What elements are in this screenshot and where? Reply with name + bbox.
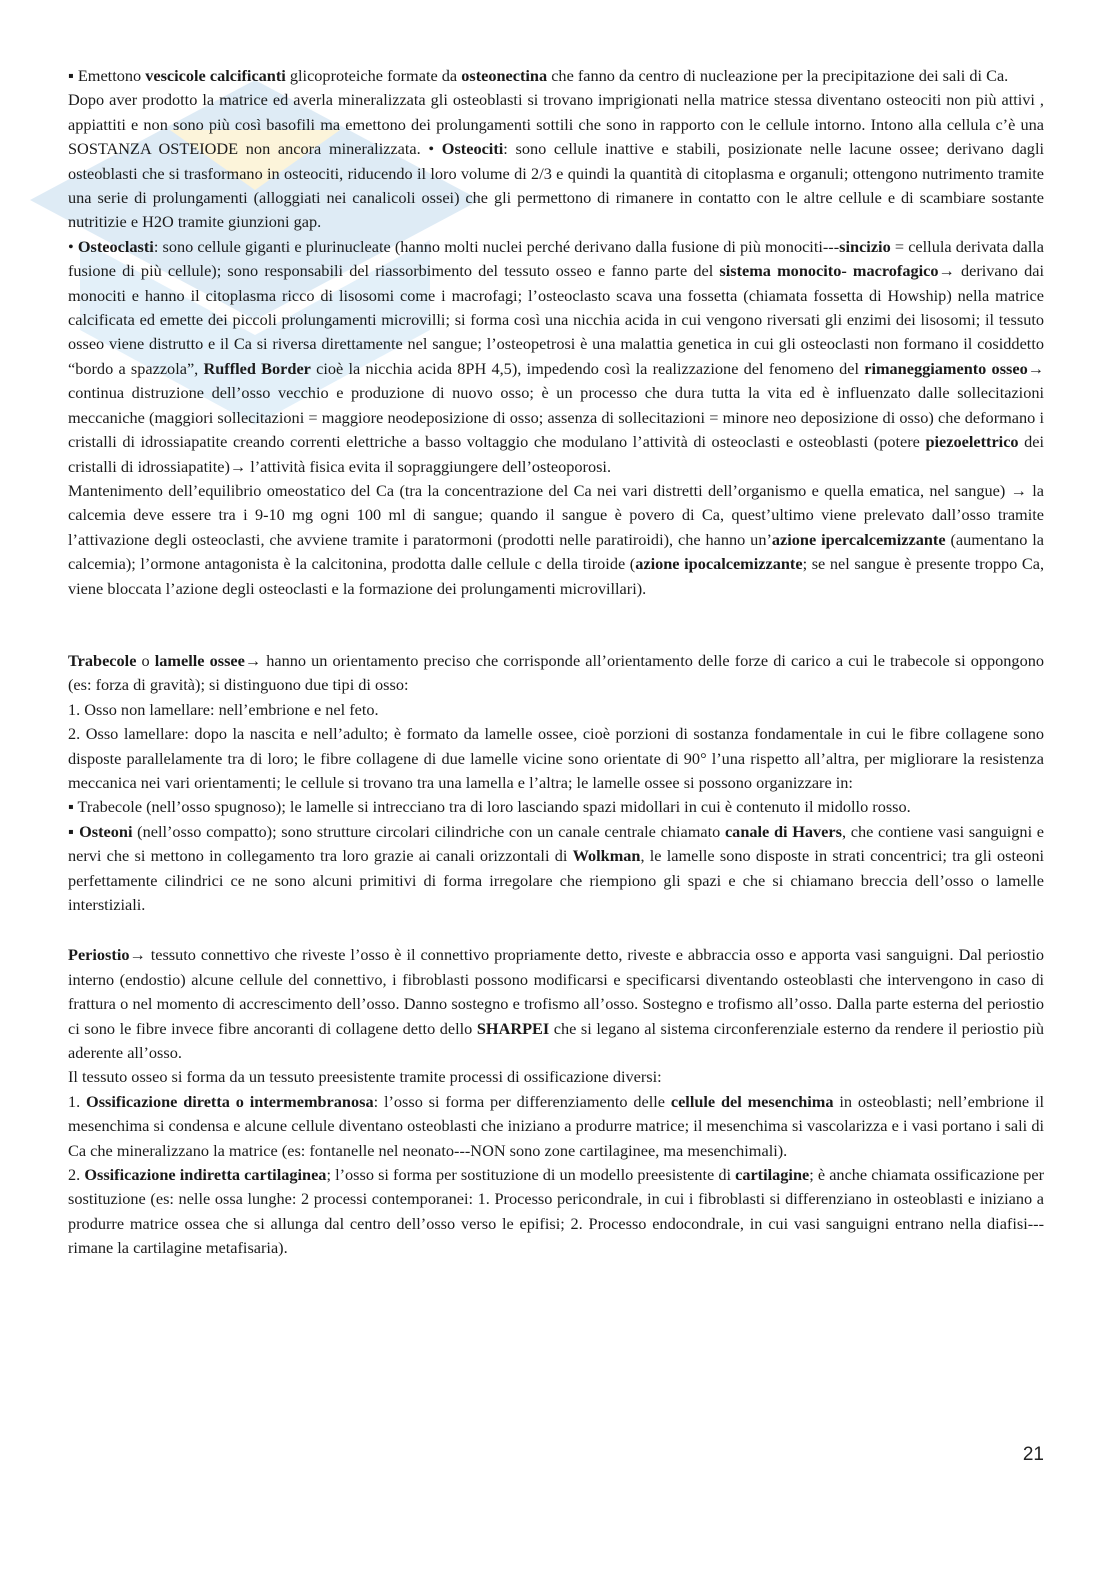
text-run: : sono cellule inattive e stabili, posizionate nelle lacune ossee; derivano dagli osteoblasti che si trasformano in osteociti, riducendo il loro volume di 2/3 e quindi la quantità di citoplasma e organuli; ottengono nutrimento tramite una serie di prolungamenti (alloggiati nei canalicoli ossei) che gli permettono di rimanere in contatto con le altre cellule e di scambiare sostante nutritizie e H2O tramite giunzioni gap. (68, 139, 1044, 232)
text-run: : sono cellule giganti e plurinucleate (hanno molti nuclei perché derivano dalla fusione di più monociti--- (153, 236, 840, 256)
bold-term: canale di Havers (724, 821, 842, 841)
text-run: Il tessuto osseo si forma da un tessuto preesistente tramite processi di ossificazione diversi: (68, 1067, 662, 1087)
bold-term: azione ipocalcemizzante (635, 554, 803, 574)
text-run: ▪ (68, 821, 80, 841)
bold-term: osteonectina (461, 66, 548, 85)
text-run: Dopo aver prodotto la matrice ed averla mineralizzata gli osteoblasti si trovano imprigionati nella matrice stessa diventano osteociti non più attivi , appiattiti e non sono più così basofili ma emettono dei prolungamenti sottili che sono in rapporto con le cellule intorno. Intono alla cellula c’è una SOSTANZA OSTEIODE non ancora mineralizzata. • (68, 90, 1044, 159)
bold-term: Osteociti (441, 139, 504, 159)
text-run: Mantenimento dell’equilibrio omeostatico del Ca (tra la concentrazione del Ca nei vari distretti dell’organismo e quella ematica, nel sangue) → la calcemia deve essere tra i 9-10 mg ogni 100 ml di sangue; quando il sangue è povero di Ca, quest’ultimo viene prelevato dall’osso tramite l’attivazione degli osteoclasti, che avviene tramite i paratormoni (prodotti nelle paratiroidi), che hanno un’ (68, 480, 1044, 549)
text-run: 1. (68, 1091, 87, 1111)
text-run: cioè la nicchia acida 8PH 4,5), impedendo così la realizzazione del fenomeno del (310, 358, 865, 378)
paragraph-trabecole (68, 649, 1044, 698)
list-item-ossificazione-indiretta (68, 1163, 1044, 1261)
text-run: 2. Osso lamellare: dopo la nascita e nell’adulto; è formato da lamelle ossee, cioè porzioni di sostanza fondamentale in cui le fibre collagene sono disposte parallelamente tra di loro; le fibre collagene di due lamelle vicine sono orientate di 90° l’una rispetto all’altra, per migliorare la resistenza meccanica nei vari orientamenti; le cellule si trovano tra una lamella e l’altra; le lamelle ossee si possono organizzare in: (68, 724, 1044, 792)
bold-term: SHARPEI (476, 1018, 550, 1038)
list-item-osso-non-lamellare (68, 698, 1044, 722)
page-number: 21 (1022, 1444, 1044, 1465)
list-item-ossificazione-diretta (68, 1090, 1044, 1163)
text-run: ; è anche chiamata ossificazione per sostituzione (es: nelle ossa lunghe: 2 processi contemporanei: 1. Processo pericondrale, in cui i fibroblasti si differenziano in osteoblasti e iniziano a produrre matrice ossea che si allunga dal centro dell’osso verso le epifisi; 2. Processo endocondrale, in cui vasi sanguigni entrano nella diafisi---rimane la cartilagine metafisaria). (68, 1165, 1044, 1258)
text-run: ▪ Emettono (68, 66, 146, 85)
bold-term: Osteoclasti (77, 236, 154, 256)
list-item-osso-lamellare (68, 722, 1044, 795)
bold-term: sistema monocito- macrofagico (719, 261, 939, 281)
text-run: glicoproteiche formate da (285, 66, 462, 85)
bold-term: vescicole calcificanti (145, 66, 286, 85)
bold-term: lamelle ossee (154, 650, 245, 670)
bold-term: cartilagine (735, 1165, 810, 1185)
text-run: = cellula derivata dalla fusione di più cellule); sono responsabili del riassorbimento del tessuto osseo e fanno parte del (68, 236, 1044, 281)
list-item-trabecole (68, 795, 1044, 819)
paragraph-osteoclasti (68, 235, 1044, 479)
paragraph-ossificazione-intro (68, 1065, 1044, 1089)
bold-term: cellule del mesenchima (670, 1091, 834, 1111)
bold-term: Osteoni (79, 821, 133, 841)
text-run: : l’osso si forma per differenziamento delle (373, 1091, 671, 1111)
bold-term: sincizio (839, 236, 891, 256)
text-run: (aumentano la calcemia); l’ormone antagonista è la calcitonina, prodotta dalle cellule c della tiroide ( (68, 529, 1044, 574)
text-run: che si legano al sistema circonferenziale esterno da rendere il periostio più aderente all’osso. (68, 1018, 1045, 1063)
text-run: ; l’osso si forma per sostituzione di un modello preesistente di (326, 1165, 736, 1185)
text-run: → tessuto connettivo che riveste l’osso è il connettivo propriamente detto, riveste e abbraccia osso e apporta vasi sanguigni. Dal periostio interno (endostio) alcune cellule del connettivo, i fibroblasti possono modificarsi e specificarsi diventando osteoblasti che intervengono in caso di frattura o nel momento di accrescimento dell’osso. Danno sostegno e trofismo all’osso. Sostegno e trofismo all’osso. Dalla parte esterna del periostio ci sono le fibre invece fibre ancoranti di collagene detto dello (68, 945, 1044, 1038)
bold-term: Wolkman (572, 846, 641, 866)
text-run: , le lamelle sono disposte in strati concentrici; tra gli osteoni perfettamente cilindrici ce ne sono alcuni primitivi di forma irregolare che riempiono gli spazi e che si chiamano breccia dell’osso o lamelle interstiziali. (68, 846, 1044, 914)
bold-term: Trabecole (68, 650, 137, 670)
bold-term: rimaneggiamento osseo (864, 358, 1028, 378)
paragraph-periostio (68, 943, 1044, 1065)
text-run: 1. Osso non lamellare: nell’embrione e nel feto. (68, 699, 379, 719)
bold-term: Periostio (68, 945, 130, 965)
bold-term: Ossificazione indiretta cartilaginea (84, 1165, 327, 1185)
document-body (68, 64, 1044, 1261)
paragraph-osteociti (68, 88, 1044, 234)
text-run: (nell’osso compatto); sono strutture circolari cilindriche con un canale centrale chiamato (132, 821, 725, 841)
bold-term: Ruffled Border (203, 358, 311, 378)
text-run: dei cristalli di idrossiapatite)→ l’attività fisica evita il sopraggiungere dell’osteoporosi. (68, 432, 1044, 476)
bold-term: Ossificazione diretta o intermembranosa (86, 1091, 374, 1111)
text-run: , che contiene vasi sanguigni e nervi che si mettono in collegamento tra loro grazie ai canali orizzontali di (68, 821, 1045, 866)
text-run: ; se nel sangue è presente troppo Ca, viene bloccata l’azione degli osteoclasti e la formazione dei prolungamenti microvillari). (68, 554, 1045, 598)
text-run: → continua distruzione dell’osso vecchio e produzione di nuovo osso; è un processo che dura tutta la vita ed è influenzato dalle sollecitazioni meccaniche (maggiori sollecitazioni = maggiore neodeposizione di osso; assenza di sollecitazioni = minore neo deposizione di osso) che deformano i cristalli di idrossiapatite creando correnti elettriche a basso voltaggio che modulano l’attività di osteoclasti e osteoblasti (potere (68, 358, 1045, 452)
text-run: → derivano dai monociti e hanno il citoplasma ricco di lisosomi come i macrofagi; l’osteoclasto scava una fossetta (chiamata fossetta di Howship) nella matrice calcificata ed emette dei piccoli prolungamenti microvilli; si forma così una nicchia acida in cui vengono riversati gli enzimi dei lisosomi; il tessuto osseo viene distrutto e il Ca si riversa direttamente nel sangue; l’osteopetrosi è una malattia genetica in cui gli osteoclasti non formano il cosiddetto “bordo a spazzola”, (68, 261, 1045, 378)
paragraph-calcemia (68, 479, 1044, 601)
text-run: 2. (68, 1165, 85, 1185)
bold-term: azione ipercalcemizzante (771, 529, 946, 549)
text-run: → hanno un orientamento preciso che corrisponde all’orientamento delle forze di carico a cui le trabecole si oppongono (es: forza di gravità); si distinguono due tipi di osso: (68, 650, 1044, 695)
text-run: in osteoblasti; nell’embrione il mesenchima si condensa e alcune cellule diventano osteoblasti che iniziano a produrre matrice; il mesenchima si vascolarizza e i vasi portano i sali di Ca che mineralizzano la matrice (es: fontanelle nel neonato---NON sono zone cartilaginee, ma mesenchimali). (68, 1091, 1044, 1160)
text-run: • (68, 236, 78, 256)
text-run: che fanno da centro di nucleazione per la precipitazione dei sali di Ca. (547, 66, 1009, 85)
paragraph-vescicole (68, 64, 1044, 88)
text-run: ▪ Trabecole (nell’osso spugnoso); le lamelle si intrecciano tra di loro lasciando spazi midollari in cui è contenuto il midollo rosso. (68, 797, 911, 817)
text-run: o (136, 650, 155, 670)
bold-term: piezoelettrico (925, 432, 1019, 452)
list-item-osteoni (68, 820, 1044, 918)
